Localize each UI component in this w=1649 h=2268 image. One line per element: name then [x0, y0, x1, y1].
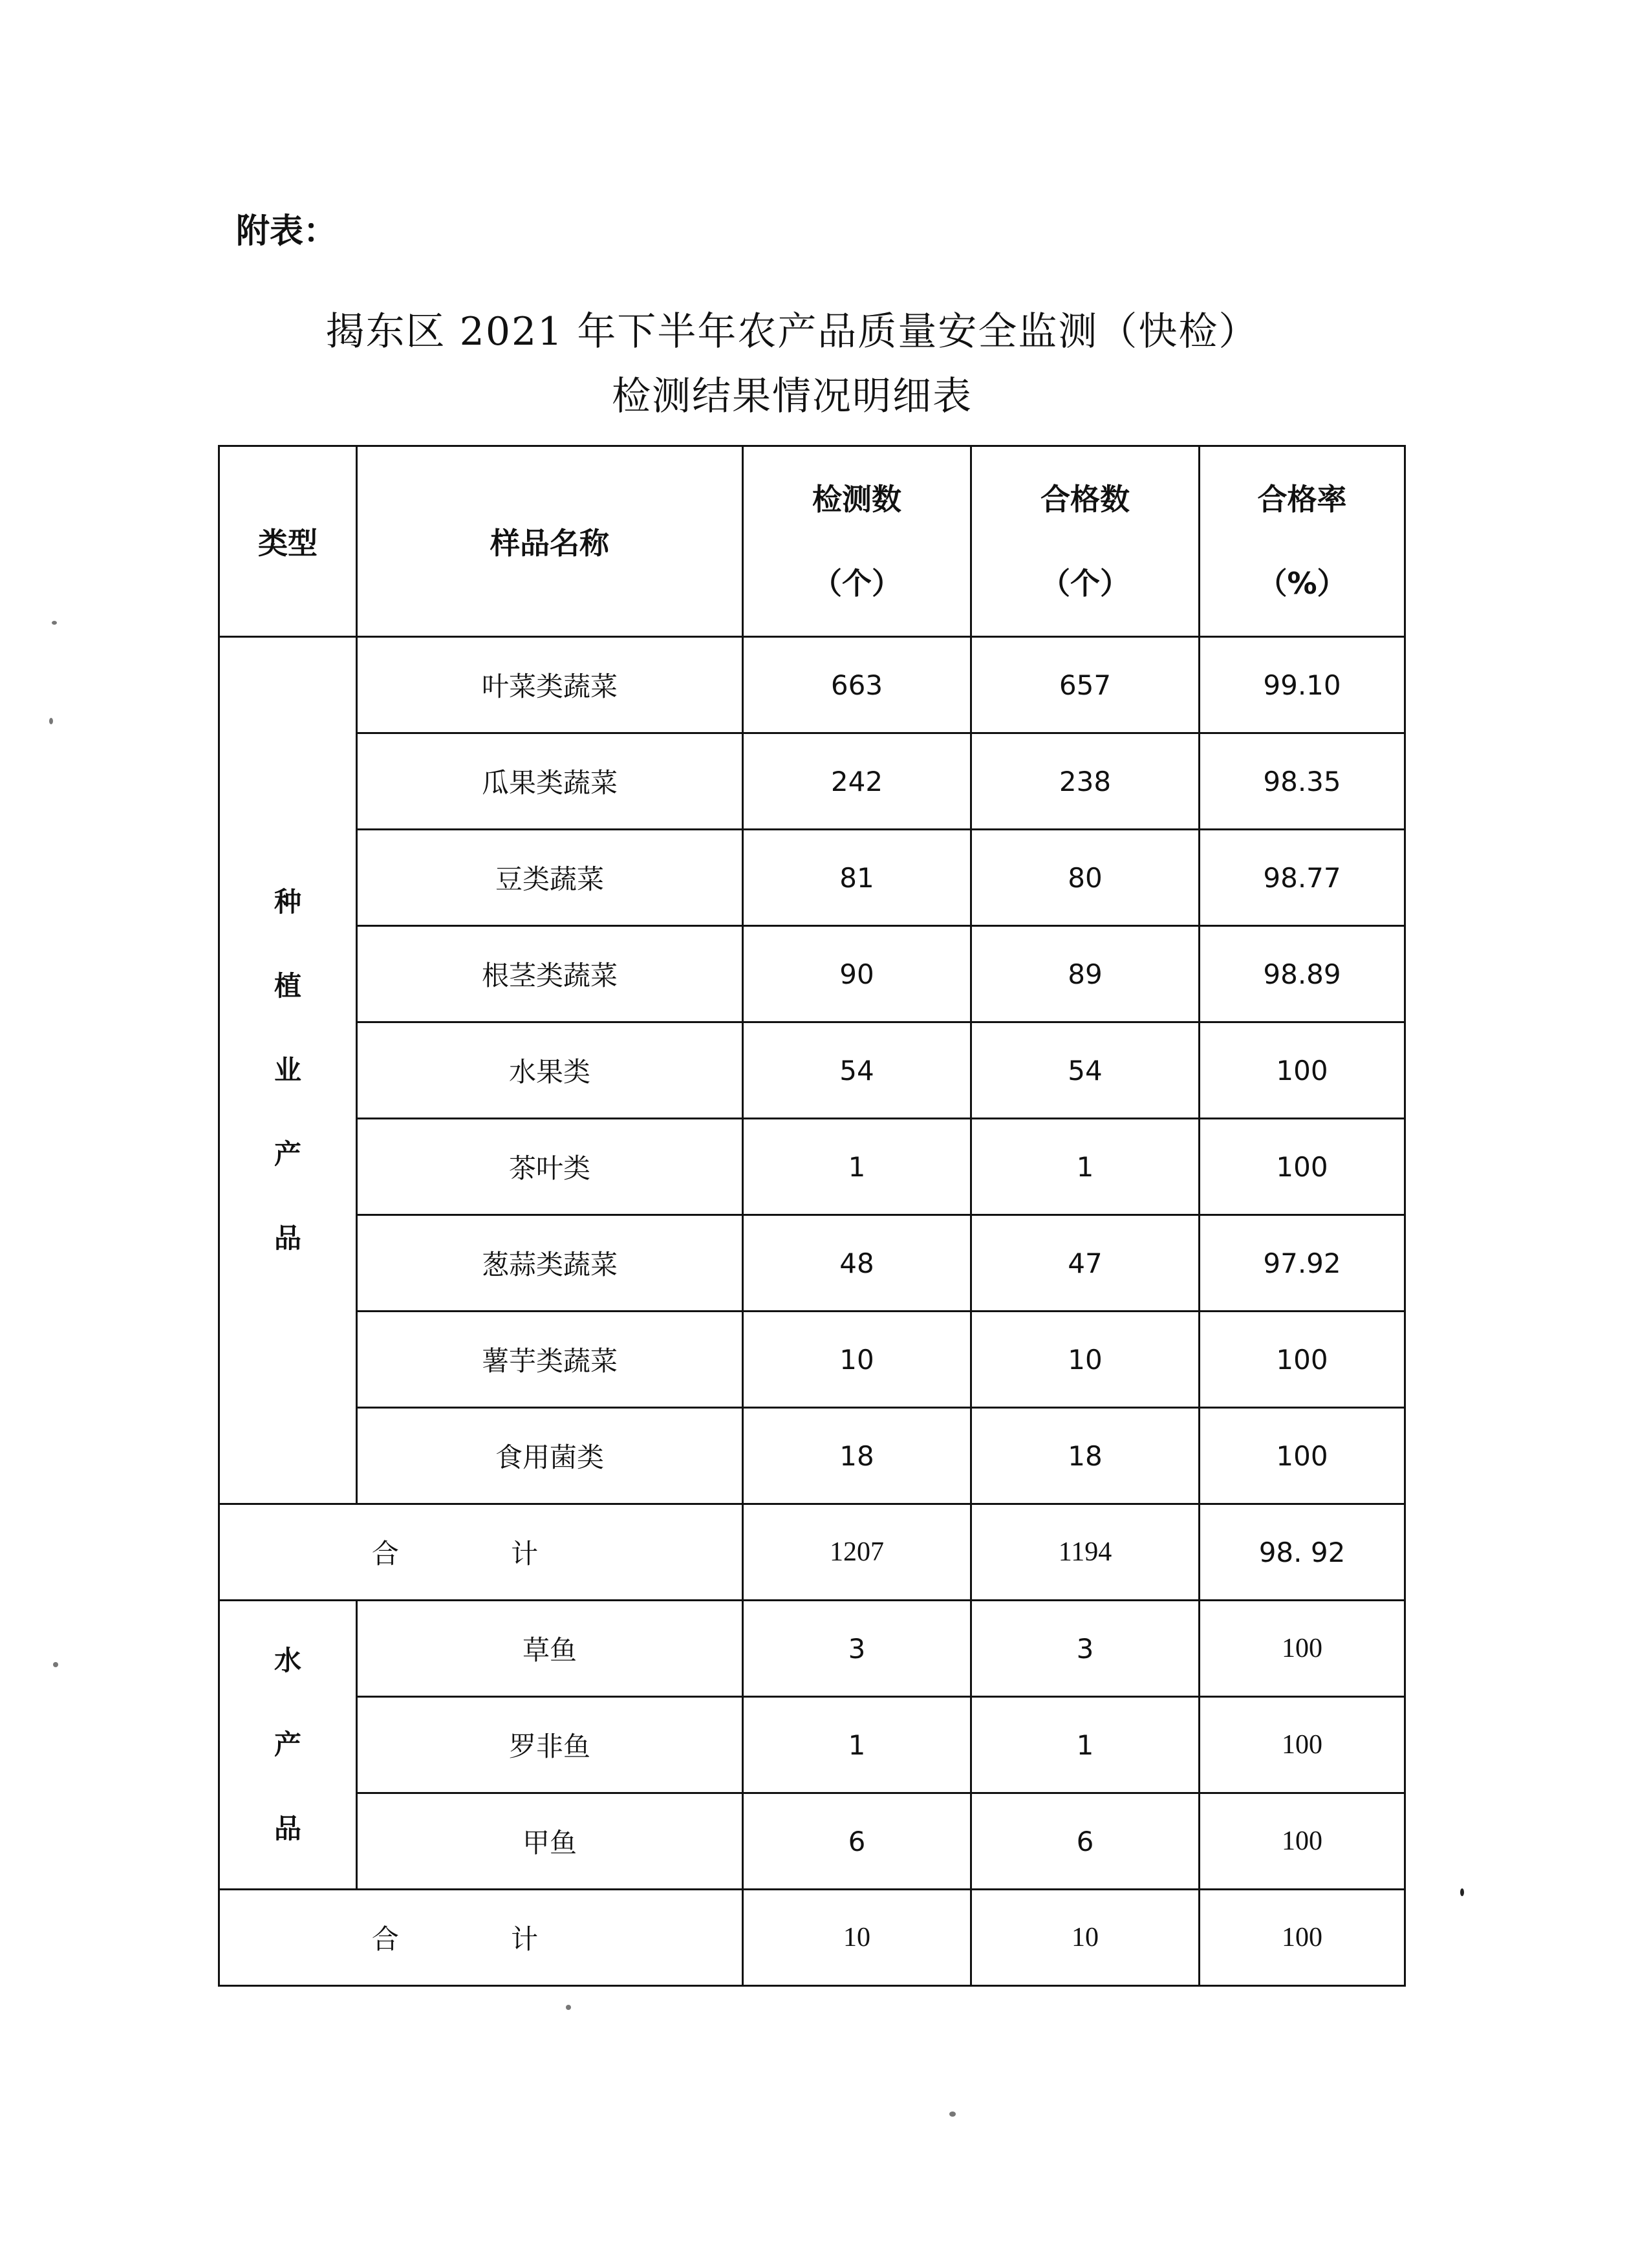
total-label: 合 计 — [219, 1504, 743, 1601]
tested-count: 6 — [743, 1793, 971, 1890]
total-passed: 1194 — [971, 1504, 1200, 1601]
category-char: 植 — [274, 970, 301, 1002]
table-row — [219, 1793, 1405, 1890]
sample-name: 瓜果类蔬菜 — [357, 733, 743, 830]
passed-count: 80 — [971, 830, 1200, 926]
document-title-line2: 检测结果情况明细表 — [612, 374, 973, 419]
header-row — [219, 446, 1405, 637]
table-row — [219, 1697, 1405, 1793]
pass-rate: 98.35 — [1200, 733, 1405, 830]
table-row — [219, 1022, 1405, 1119]
pass-rate: 100 — [1200, 1312, 1405, 1408]
sample-name: 水果类 — [357, 1022, 743, 1119]
category-char: 产 — [274, 1138, 301, 1170]
total-row — [219, 1890, 1405, 1986]
pass-rate: 100 — [1200, 1793, 1405, 1890]
passed-count: 1 — [971, 1119, 1200, 1215]
total-passed: 10 — [971, 1890, 1200, 1986]
scan-speck — [52, 621, 57, 625]
tested-count: 81 — [743, 830, 971, 926]
category-char: 品 — [274, 1222, 301, 1254]
passed-count: 18 — [971, 1408, 1200, 1504]
sample-name: 根茎类蔬菜 — [357, 926, 743, 1022]
sample-name: 甲鱼 — [357, 1793, 743, 1890]
pass-rate: 100 — [1200, 1022, 1405, 1119]
total-rate: 98. 92 — [1200, 1504, 1405, 1601]
header-passed-label: 合格数 — [1040, 482, 1130, 517]
table-row — [219, 1601, 1405, 1697]
table-row — [219, 1312, 1405, 1408]
pass-rate: 98.89 — [1200, 926, 1405, 1022]
tested-count: 1 — [743, 1119, 971, 1215]
total-label: 合 计 — [219, 1890, 743, 1986]
table-row — [219, 1215, 1405, 1312]
pass-rate: 100 — [1200, 1119, 1405, 1215]
pass-rate: 100 — [1200, 1601, 1405, 1697]
category-planting — [219, 637, 357, 1504]
passed-count: 238 — [971, 733, 1200, 830]
category-char: 水 — [274, 1645, 301, 1676]
header-rate — [1200, 446, 1405, 637]
results-table — [218, 445, 1406, 1987]
sample-name: 草鱼 — [357, 1601, 743, 1697]
passed-count: 54 — [971, 1022, 1200, 1119]
sample-name: 葱蒜类蔬菜 — [357, 1215, 743, 1312]
pass-rate: 98.77 — [1200, 830, 1405, 926]
pass-rate: 100 — [1200, 1697, 1405, 1793]
table-row — [219, 1119, 1405, 1215]
tested-count: 10 — [743, 1312, 971, 1408]
scan-speck — [49, 718, 53, 724]
tested-count: 54 — [743, 1022, 971, 1119]
scan-speck — [1460, 1888, 1464, 1896]
header-tested-label: 检测数 — [812, 482, 901, 517]
pass-rate: 97.92 — [1200, 1215, 1405, 1312]
total-tested: 1207 — [743, 1504, 971, 1601]
category-char: 产 — [274, 1729, 301, 1760]
appendix-label: 附表： — [236, 212, 338, 251]
total-tested: 10 — [743, 1890, 971, 1986]
tested-count: 663 — [743, 637, 971, 733]
table-row — [219, 1408, 1405, 1504]
sample-name: 罗非鱼 — [357, 1697, 743, 1793]
header-rate-label: 合格率 — [1257, 482, 1347, 517]
sample-name: 食用菌类 — [357, 1408, 743, 1504]
total-row — [219, 1504, 1405, 1601]
category-aquatic — [219, 1601, 357, 1890]
category-char: 种 — [274, 886, 301, 918]
passed-count: 6 — [971, 1793, 1200, 1890]
total-rate: 100 — [1200, 1890, 1405, 1986]
pass-rate: 100 — [1200, 1408, 1405, 1504]
table-row — [219, 830, 1405, 926]
scan-speck — [53, 1662, 58, 1667]
tested-count: 1 — [743, 1697, 971, 1793]
header-passed-unit: （个） — [1040, 566, 1130, 601]
category-char: 业 — [274, 1054, 301, 1086]
passed-count: 10 — [971, 1312, 1200, 1408]
header-passed — [971, 446, 1200, 637]
passed-count: 657 — [971, 637, 1200, 733]
sample-name: 豆类蔬菜 — [357, 830, 743, 926]
tested-count: 48 — [743, 1215, 971, 1312]
tested-count: 242 — [743, 733, 971, 830]
tested-count: 90 — [743, 926, 971, 1022]
header-tested — [743, 446, 971, 637]
passed-count: 1 — [971, 1697, 1200, 1793]
sample-name: 薯芋类蔬菜 — [357, 1312, 743, 1408]
header-sample-name: 样品名称 — [357, 446, 743, 637]
tested-count: 18 — [743, 1408, 971, 1504]
document-title-line1: 揭东区 2021 年下半年农产品质量安全监测（快检） — [325, 309, 1259, 354]
header-type: 类型 — [219, 446, 357, 637]
header-tested-unit: （个） — [812, 566, 901, 601]
scan-speck — [566, 2005, 571, 2010]
tested-count: 3 — [743, 1601, 971, 1697]
table-row — [219, 637, 1405, 733]
passed-count: 89 — [971, 926, 1200, 1022]
scan-speck — [949, 2111, 956, 2117]
sample-name: 叶菜类蔬菜 — [357, 637, 743, 733]
header-rate-unit: （%） — [1257, 566, 1347, 601]
category-char: 品 — [274, 1813, 301, 1844]
table-row — [219, 926, 1405, 1022]
pass-rate: 99.10 — [1200, 637, 1405, 733]
passed-count: 47 — [971, 1215, 1200, 1312]
passed-count: 3 — [971, 1601, 1200, 1697]
sample-name: 茶叶类 — [357, 1119, 743, 1215]
table-row — [219, 733, 1405, 830]
